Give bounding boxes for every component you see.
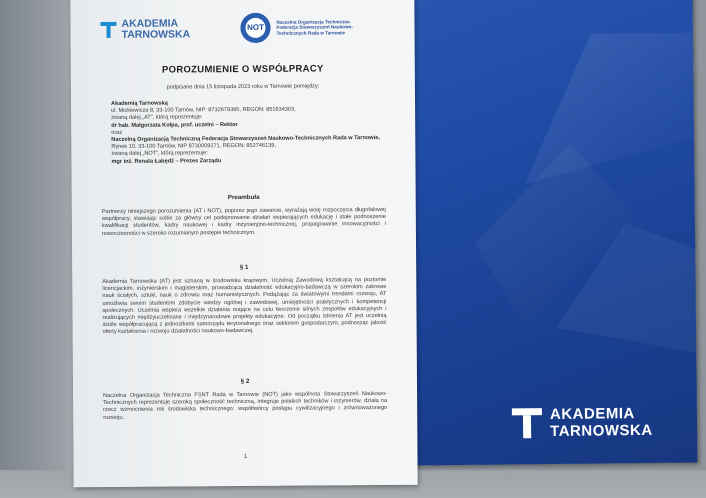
akademia-logo: [100, 18, 190, 41]
folder-logo-text: [550, 405, 653, 440]
signed-line: podpisane dnia 15 listopada 2023 roku w Tarnowie pomiędzy:: [166, 83, 320, 91]
section-1-heading: § 1: [239, 263, 249, 272]
party1-address: ul. Mickiewicza 8, 33-100 Tarnów, NIP: 8732679395, REGON: 851634303,: [111, 106, 296, 115]
party2-representative: mgr inż. Renata Łabędź – Prezes Zarządu: [111, 157, 222, 165]
party2-called: zwaną dalej „NOT”, którą reprezentuje:: [111, 150, 208, 158]
party1-representative: dr hab. Małgorzata Kołpa, prof. uczelni – Rektor: [111, 121, 238, 129]
not-logo: [240, 12, 358, 43]
gear-icon: [240, 13, 270, 43]
preamble-heading: Preambuła: [227, 193, 260, 202]
section-2-heading: § 2: [240, 377, 250, 386]
not-org-line1: Naczelna Organizacja Techniczna: [276, 19, 350, 25]
folder-logo: [512, 405, 653, 440]
akademia-logo-text: [121, 18, 190, 40]
party1-name: Akademią Tarnowską: [111, 100, 168, 107]
akademia-logo-line2: TARNOWSKA: [121, 28, 191, 41]
not-org-name: [276, 19, 358, 36]
not-mark: NOT: [245, 18, 265, 38]
party2-name: Naczelną Organizacją Techniczną Federacja Stowarzyszeń Naukowo-Technicznych Rada w Tarnowie,: [111, 135, 380, 143]
party1-called: zwaną dalej „AT”, którą reprezentuje:: [111, 114, 203, 122]
not-org-line3: Technicznych Rada w Tarnowie: [276, 29, 346, 36]
parties-block: [111, 99, 381, 166]
folder-logo-line1: AKADEMIA: [549, 405, 635, 424]
preamble-text: Partnerzy niniejszego porozumienia (AT i NOT), poprzez jego zawarcie, wyrażają wolę rozpoczęcia długofalowej współpracy, stawiając sobie za główny cel podejmowanie działań wspierających edukację i stałe podnoszenie kwalifikacji studentów, kadry naukowej i kadry inżynieryjno-technicznej, propagowanie innowacyjności i nowoczesności w szeroko rozumianym postępie technicznym.: [101, 207, 386, 237]
page-number: 1: [243, 453, 248, 461]
party2-address: Rynek 10, 33-100 Tarnów, NIP 8730009271, REGON: 852746139,: [111, 142, 276, 151]
agreement-page: [70, 0, 417, 487]
section-1-text: Akademia Tarnowska (AT) jest uznaną w środowisku krajowym, Uczelnią Zawodową kształcącą na poziomie licencjackim, inżynierskim i magisterskim, prowadzącą działalność edukacyjno-badawczą w szerokim zakresie nauk ścisłych, sztuki, nauk o zdrowiu oraz humanistycznych. Podążając za światowymi trendami rozwoju, AT umożliwia swoim studentom zdobycie wiedzy ogólnej i zawodowej, umiejętności praktycznych i kompetencji społecznych. Uczelnia wspiera wszelkie działania mające na celu tworzenie silnych zespołów edukacyjnych i realizujących międzyuczelniane i międzynarodowe projekty edukacyjne. Od początku istnienia AT jest uczelnią ściśle współpracującą z jednostkami samorządu terytorialnego oraz sektorem gospodarczym, podnosząc jakość oferty kształcenia i rozwoju działalności naukowo-badawczej.: [102, 277, 387, 336]
t-logo-icon: [512, 408, 542, 438]
akademia-logo-line1: AKADEMIA: [121, 17, 179, 30]
document-title: POROZUMIENIE O WSPÓŁPRACY: [161, 63, 324, 76]
section-2-text: Naczelna Organizacja Techniczna FSNT Rada w Tarnowie (NOT) jako wspólnota Stowarzyszeń Naukowo-Technicznych reprezentuje szeroką społeczność techniczną, integruje polskich techników i inżynierów, działa na rzecz wzmocnienia roli środowiska technicznego: współtwórcy postępu cywilizacyjnego i zrównoważonego rozwoju.: [103, 391, 388, 421]
and-text: oraz: [111, 129, 123, 136]
blue-folder: [403, 0, 698, 466]
t-logo-icon: [100, 22, 116, 38]
folder-facet: [523, 32, 695, 184]
folder-logo-line2: TARNOWSKA: [550, 421, 653, 441]
not-org-line2: Federacja Stowarzyszeń Naukowo-: [276, 24, 353, 31]
